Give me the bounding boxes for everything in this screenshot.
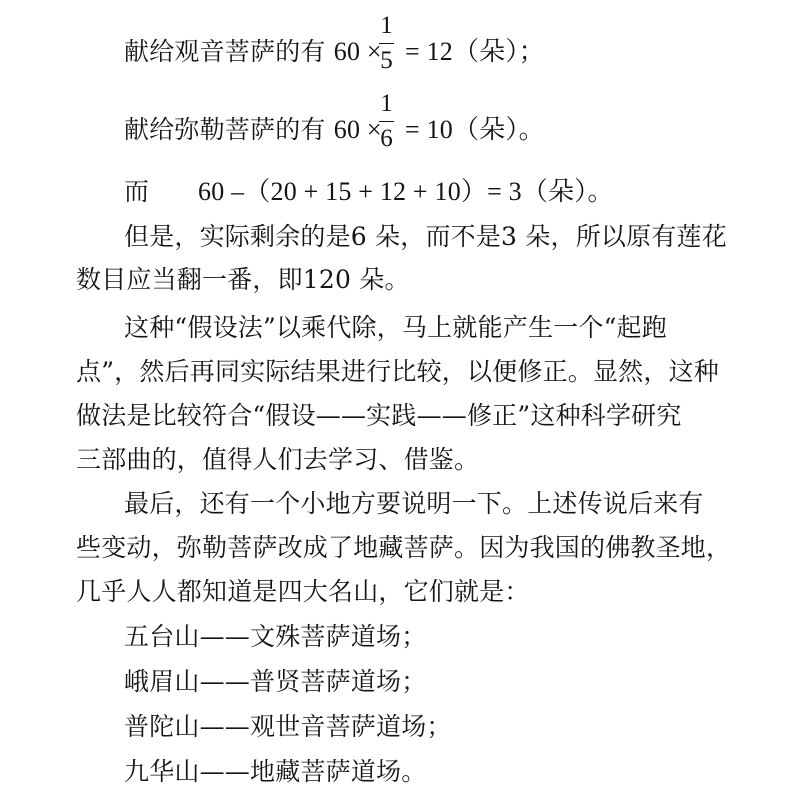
- paragraph-1-line-1: 但是，实际剩余的是6 朵，而不是3 朵，所以原有莲花: [124, 222, 727, 251]
- fraction-one-sixth: [379, 90, 394, 153]
- mountain-list-item-1: 五台山——文殊菩萨道场；: [124, 622, 427, 651]
- fraction-2-denominator: 6: [380, 125, 393, 152]
- mountain-list-item-3: 普陀山——观世音菩萨道场；: [124, 712, 452, 741]
- fraction-one-fifth: [379, 12, 394, 75]
- mountain-list-item-4: 九华山——地藏菩萨道场。: [124, 757, 427, 786]
- paragraph-3-line-1: 最后，还有一个小地方要说明一下。上述传说后来有: [124, 489, 704, 518]
- fraction-2-bar: [379, 121, 394, 122]
- paragraph-1-line-2: 数目应当翻一番，即120 朵。: [76, 265, 410, 294]
- equation-1-prefix: 献给观音菩萨的有: [124, 37, 326, 66]
- equation-2-result: = 10（朵）。: [405, 115, 545, 144]
- equation-line-2: [124, 115, 382, 145]
- equation-1-left: 60 ×: [333, 37, 382, 66]
- equation-3-expression: 60 –（20 + 15 + 12 + 10）= 3（朵）。: [198, 177, 614, 206]
- paragraph-2-line-3: 做法是比较符合“假设——实践——修正”这种科学研究: [76, 401, 682, 430]
- paragraph-3-line-3: 几乎人人都知道是四大名山，它们就是：: [76, 577, 530, 606]
- equation-2-prefix: 献给弥勒菩萨的有: [124, 115, 326, 144]
- fraction-1-bar: [379, 43, 394, 44]
- paragraph-2-line-4: 三部曲的，值得人们去学习、借鉴。: [76, 445, 480, 474]
- fraction-1-denominator: 5: [380, 47, 393, 74]
- equation-3-prefix: 而: [124, 177, 150, 206]
- fraction-2-numerator: 1: [380, 90, 393, 117]
- equation-line-1: [124, 37, 382, 67]
- fraction-1-numerator: 1: [380, 12, 393, 39]
- paragraph-2-line-1: 这种“假设法”以乘代除，马上就能产生一个“起跑: [124, 313, 667, 342]
- mountain-list-item-2: 峨眉山——普贤菩萨道场；: [124, 667, 427, 696]
- equation-2-left: 60 ×: [333, 115, 382, 144]
- paragraph-2-line-2: 点”，然后再同实际结果进行比较，以便修正。显然，这种: [76, 357, 719, 386]
- equation-1-result: = 12（朵）；: [405, 37, 545, 66]
- paragraph-3-line-2: 些变动，弥勒菩萨改成了地藏菩萨。因为我国的佛教圣地，: [76, 533, 732, 562]
